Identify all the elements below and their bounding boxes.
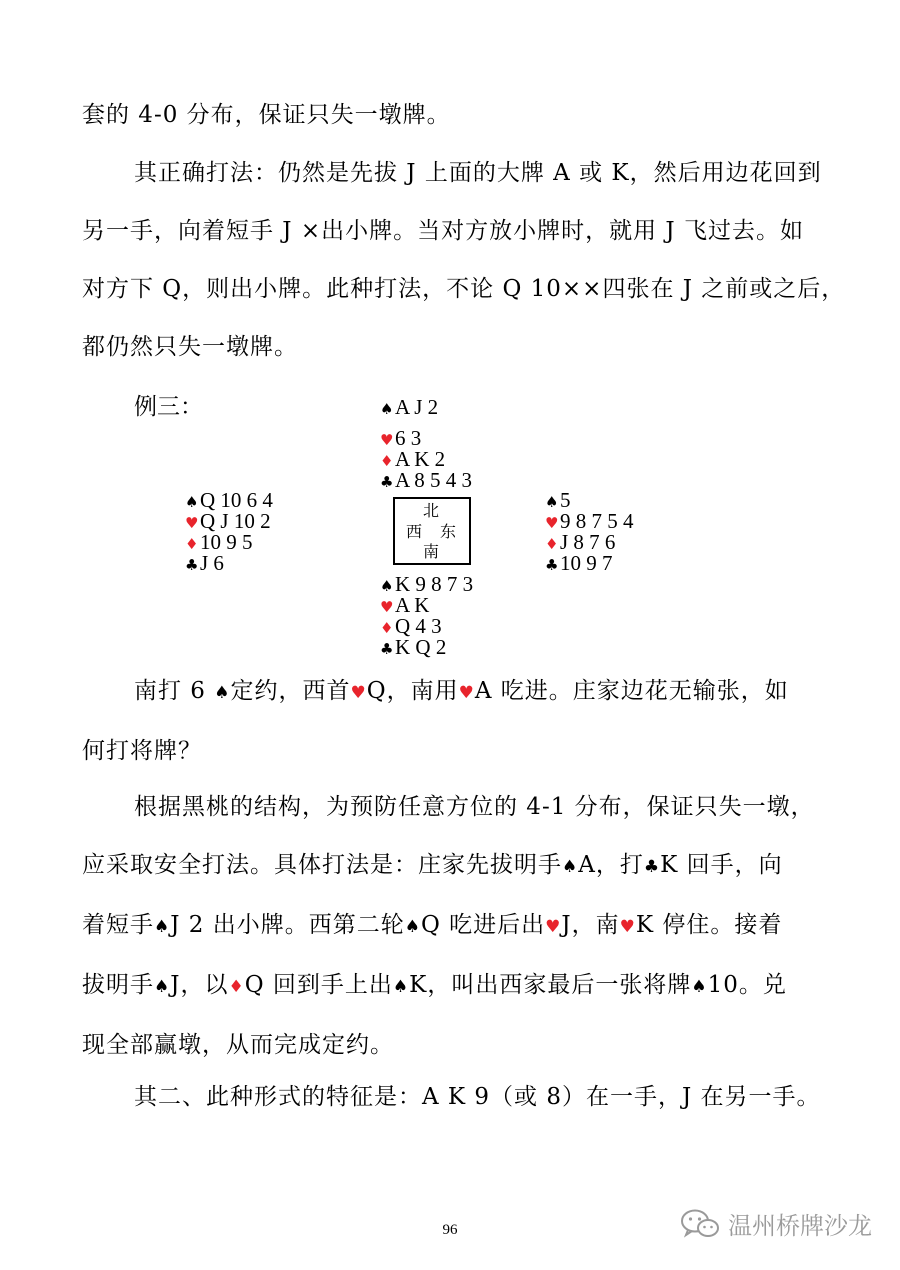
watermark [680, 1206, 872, 1241]
south-hand [380, 574, 473, 658]
example-label: 例三： [134, 394, 203, 420]
north-hearts: ♥6 3 [380, 426, 422, 450]
heart-icon: ♥ [545, 917, 562, 937]
paragraph-3 [82, 662, 822, 780]
west-spades: ♠Q 10 6 4 [185, 488, 273, 512]
spade-icon: ♠ [154, 977, 171, 997]
text-line: 应采取安全打法。具体打法是：庄家先拔明手♠A，打♣K 回手，向 [82, 852, 783, 878]
heart-icon: ♥ [380, 598, 394, 616]
spade-icon: ♠ [545, 493, 559, 511]
text-line: 其正确打法：仍然是先拔 J 上面的大牌 A 或 K，然后用边花回到 [134, 160, 822, 186]
text-line: 拔明手♠J，以♦Q 回到手上出♠K，叫出西家最后一张将牌♠10。兑 [82, 972, 787, 998]
north-spades: ♠A J 2 [380, 395, 439, 419]
spade-icon: ♠ [404, 917, 421, 937]
south-clubs: ♣K Q 2 [380, 635, 447, 659]
north-diamonds: ♦A K 2 [380, 447, 446, 471]
spade-icon: ♠ [185, 493, 199, 511]
diamond-icon: ♦ [380, 619, 394, 637]
text-line: 另一手，向着短手 J ×出小牌。当对方放小牌时，就用 J 飞过去。如 [82, 218, 804, 244]
spade-icon: ♠ [154, 917, 171, 937]
spade-icon: ♠ [691, 977, 708, 997]
paragraph-2 [82, 144, 846, 376]
west-clubs: ♣J 6 [185, 551, 224, 575]
watermark-text: 温州桥牌沙龙 [728, 1212, 872, 1240]
text-line: 着短手♠J 2 出小牌。西第二轮♠Q 吃进后出♥J，南♥K 停住。接着 [82, 912, 783, 938]
south-hearts: ♥A K [380, 593, 430, 617]
east-diamonds: ♦J 8 7 6 [545, 530, 616, 554]
diamond-icon: ♦ [380, 452, 394, 470]
heart-icon: ♥ [458, 683, 475, 703]
south-spades: ♠K 9 8 7 3 [380, 572, 474, 596]
diamond-icon: ♦ [228, 977, 245, 997]
club-icon: ♣ [643, 857, 661, 877]
spade-icon: ♠ [214, 683, 231, 703]
club-icon: ♣ [545, 556, 559, 574]
paragraph-4 [82, 778, 822, 1074]
diamond-icon: ♦ [545, 535, 559, 553]
east-spades: ♠5 [545, 488, 571, 512]
spade-icon: ♠ [380, 577, 394, 595]
compass-west: 西 [406, 522, 423, 541]
heart-icon: ♥ [350, 683, 367, 703]
club-icon: ♣ [380, 640, 394, 658]
north-clubs: ♣A 8 5 4 3 [380, 468, 473, 492]
heart-icon: ♥ [545, 514, 559, 532]
diamond-icon: ♦ [185, 535, 199, 553]
paragraph-1 [82, 86, 822, 144]
heart-icon: ♥ [380, 431, 394, 449]
club-icon: ♣ [185, 556, 199, 574]
east-hand [545, 490, 634, 574]
text-line: 都仍然只失一墩牌。 [82, 334, 298, 360]
paragraph-5 [82, 1068, 822, 1126]
wechat-icon [680, 1208, 720, 1240]
club-icon: ♣ [380, 473, 394, 491]
spade-icon: ♠ [380, 400, 394, 418]
text-line: 现全部赢墩，从而完成定约。 [82, 1032, 394, 1058]
text-line: 南打 6 ♠定约，西首♥Q，南用♥A 吃进。庄家边花无输张，如 [134, 678, 789, 704]
spade-icon: ♠ [562, 857, 579, 877]
east-clubs: ♣10 9 7 [545, 551, 613, 575]
spade-icon: ♠ [392, 977, 410, 997]
compass-north: 北 [423, 501, 440, 520]
east-hearts: ♥9 8 7 5 4 [545, 509, 634, 533]
compass-south: 南 [423, 542, 440, 561]
text-line: 何打将牌？ [82, 738, 202, 764]
west-diamonds: ♦10 9 5 [185, 530, 253, 554]
heart-icon: ♥ [619, 917, 636, 937]
north-hand [380, 397, 472, 491]
text-line: 其二、此种形式的特征是：A K 9（或 8）在一手，J 在另一手。 [134, 1084, 821, 1110]
heart-icon: ♥ [185, 514, 199, 532]
west-hand [185, 490, 273, 574]
text-line: 根据黑桃的结构，为预防任意方位的 4-1 分布，保证只失一墩， [134, 794, 815, 820]
text-line: 套的 4-0 分布，保证只失一墩牌。 [82, 102, 451, 128]
south-diamonds: ♦Q 4 3 [380, 614, 442, 638]
page-number: 96 [442, 1222, 458, 1238]
compass-east: 东 [440, 522, 457, 541]
west-hearts: ♥Q J 10 2 [185, 509, 271, 533]
text-line: 对方下 Q，则出小牌。此种打法，不论 Q 10××四张在 J 之前或之后， [82, 276, 846, 302]
compass-box [393, 497, 471, 565]
